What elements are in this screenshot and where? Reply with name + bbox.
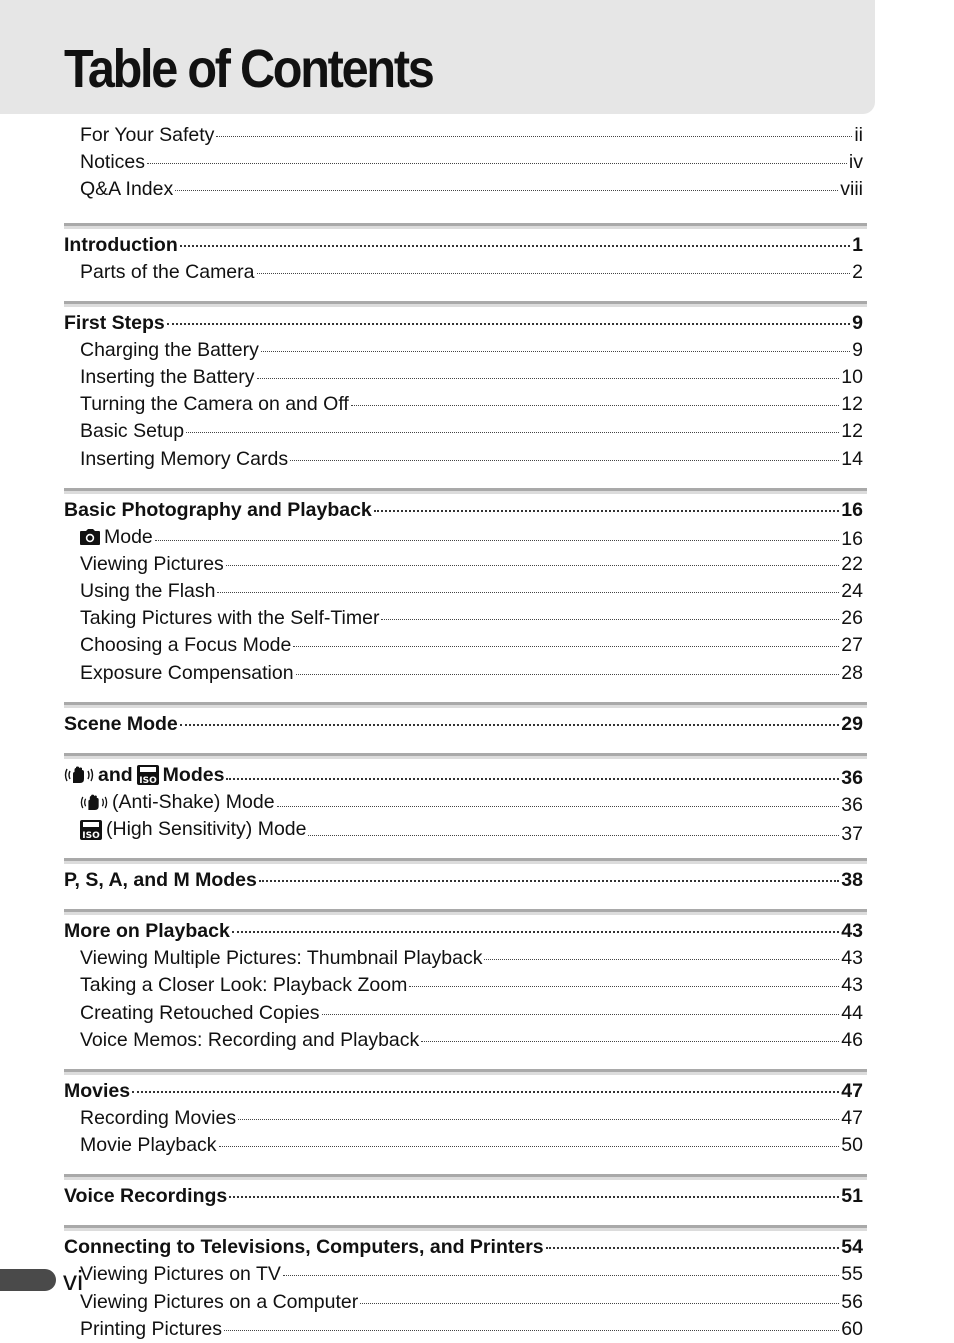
toc-entry-page: 27: [841, 634, 863, 657]
section-divider: [64, 702, 867, 708]
toc-entry-label: Taking a Closer Look: Playback Zoom: [80, 974, 408, 997]
toc-chapter-introduction[interactable]: [64, 232, 863, 259]
toc-entry-page: 46: [841, 1028, 863, 1051]
dot-leader: [374, 509, 840, 512]
toc-chapter-scene-mode[interactable]: [64, 711, 863, 738]
section-divider: [64, 753, 867, 759]
dot-leader: [224, 1329, 839, 1331]
toc-entry-viewing-on-tv[interactable]: [64, 1261, 863, 1288]
dot-leader: [259, 879, 839, 882]
toc-entry-label: Taking Pictures with the Self-Timer: [80, 607, 380, 630]
toc-entry-recording-movies[interactable]: [64, 1105, 863, 1132]
toc-chapter-title: First Steps: [64, 311, 165, 334]
toc-entry-label: Charging the Battery: [80, 338, 259, 361]
dot-leader: [167, 322, 850, 325]
dot-leader: [232, 930, 839, 933]
dot-leader: [293, 645, 839, 647]
toc-entry-page: viii: [840, 178, 863, 201]
toc-chapter-page: 29: [841, 712, 863, 735]
toc-entry-turning-camera-on-off[interactable]: [64, 391, 863, 418]
page-number: vi: [63, 1265, 84, 1296]
toc-chapter-page: 38: [841, 869, 863, 892]
dot-leader: [261, 350, 850, 352]
toc-entry-page: ii: [854, 124, 863, 146]
toc-entry-label: Viewing Multiple Pictures: Thumbnail Playback: [80, 947, 483, 970]
toc-entry-page: 37: [841, 822, 863, 845]
toc-entry-page: 9: [852, 338, 863, 361]
toc-entry-label: Parts of the Camera: [80, 260, 255, 283]
section-divider: [64, 1069, 867, 1075]
toc-entry-page: 60: [841, 1317, 863, 1340]
toc-entry-page: 56: [841, 1290, 863, 1313]
toc-chapter-page: 16: [841, 498, 863, 521]
dot-leader: [381, 618, 839, 620]
toc-entry-page: 28: [841, 661, 863, 684]
toc-chapter-voice-recordings[interactable]: [64, 1183, 863, 1210]
toc-chapter-title: Connecting to Televisions, Computers, and Printers: [64, 1236, 544, 1259]
toc-entry-page: 55: [841, 1263, 863, 1286]
toc-entry-label: Basic Setup: [80, 420, 185, 443]
toc-entry-page: iv: [848, 151, 863, 174]
toc-entry-label: Viewing Pictures: [80, 552, 224, 575]
toc-chapter-title: P, S, A, and M Modes: [64, 869, 257, 892]
dot-leader: [360, 1302, 839, 1304]
toc-chapter-page: 54: [841, 1236, 863, 1259]
toc-chapter-title-part: and: [98, 763, 133, 786]
toc-chapter-page: 51: [841, 1185, 863, 1208]
toc-chapter-first-steps[interactable]: [64, 310, 863, 337]
toc-entry-label: Choosing a Focus Mode: [80, 634, 292, 657]
dot-leader: [229, 1195, 839, 1198]
toc-entry-anti-shake-mode[interactable]: [64, 789, 863, 816]
anti-shake-icon: [80, 794, 108, 811]
dot-leader: [155, 539, 840, 541]
toc-entry-viewing-pictures[interactable]: [64, 551, 863, 578]
section-divider: [64, 488, 867, 494]
toc-chapter-page: 9: [852, 311, 863, 334]
dot-leader: [283, 1274, 839, 1276]
toc-entry-label: (High Sensitivity) Mode: [106, 818, 307, 840]
dot-leader: [277, 805, 840, 807]
toc-entry-page: 16: [841, 528, 863, 551]
toc-entry-retouched-copies[interactable]: [64, 1000, 863, 1027]
toc-entry-label: Exposure Compensation: [80, 661, 294, 684]
dot-leader: [421, 1040, 839, 1042]
toc-entry-page: 14: [841, 447, 863, 470]
toc-chapter-title: Scene Mode: [64, 712, 178, 735]
toc-entry-using-the-flash[interactable]: [64, 578, 863, 605]
toc-chapter-page: 36: [841, 767, 863, 790]
toc-entry-page: 2: [852, 260, 863, 283]
section-divider: [64, 858, 867, 864]
toc-entry-voice-memos[interactable]: [64, 1027, 863, 1054]
toc-entry-page: 24: [841, 580, 863, 603]
toc-entry-page: 43: [841, 974, 863, 997]
section-divider: [64, 1225, 867, 1231]
section-divider: [64, 301, 867, 307]
toc-entry-label: Viewing Pictures on TV: [80, 1263, 281, 1286]
toc-entry-self-timer[interactable]: [64, 605, 863, 632]
toc-chapter-connecting[interactable]: [64, 1234, 863, 1261]
dot-leader: [484, 958, 839, 960]
toc-chapter-psam-modes[interactable]: [64, 867, 863, 894]
toc-entry-viewing-on-computer[interactable]: [64, 1289, 863, 1316]
toc-entry-exposure-compensation[interactable]: [64, 660, 863, 687]
toc-entry-printing-pictures[interactable]: [64, 1316, 863, 1343]
toc-chapter-more-on-playback[interactable]: [64, 918, 863, 945]
toc-entry-label: (Anti-Shake) Mode: [112, 790, 275, 813]
toc-entry-charging-the-battery[interactable]: [64, 337, 863, 364]
toc-entry-page: 50: [841, 1134, 863, 1157]
toc-chapter-title: More on Playback: [64, 920, 230, 943]
toc-entry-basic-setup[interactable]: [64, 418, 863, 445]
toc-entry-label: Inserting the Battery: [80, 365, 255, 388]
anti-shake-icon: [64, 766, 94, 784]
dot-leader: [290, 459, 839, 461]
dot-leader: [322, 1013, 840, 1015]
toc-entry-page: 36: [841, 793, 863, 816]
toc-entry-page: 12: [841, 420, 863, 443]
dot-leader: [147, 162, 847, 164]
dot-leader: [186, 431, 839, 433]
dot-leader: [226, 564, 840, 566]
dot-leader: [180, 723, 840, 726]
dot-leader: [351, 404, 839, 406]
toc-entry-page: 12: [841, 393, 863, 416]
toc-entry-page: 47: [841, 1106, 863, 1129]
toc-chapter-page: 43: [841, 920, 863, 943]
toc-entry-inserting-the-battery[interactable]: [64, 364, 863, 391]
toc-chapter-movies[interactable]: [64, 1078, 863, 1105]
dot-leader: [175, 189, 838, 191]
toc-entry-label: Using the Flash: [80, 580, 216, 603]
toc-entry-thumbnail-playback[interactable]: [64, 945, 863, 972]
svg-text:ISO: ISO: [138, 776, 157, 786]
toc-entry-label: Notices: [80, 151, 146, 174]
toc-entry-movie-playback[interactable]: [64, 1132, 863, 1159]
dot-leader: [546, 1246, 840, 1249]
toc-entry-label: Inserting Memory Cards: [80, 447, 289, 470]
toc-entry-label: Q&A Index: [80, 178, 174, 201]
dot-leader: [257, 272, 851, 274]
dot-leader: [219, 1145, 840, 1147]
toc-entry-page: 44: [841, 1001, 863, 1024]
high-iso-icon: [80, 820, 102, 840]
section-divider: [64, 223, 867, 229]
section-divider: [64, 1174, 867, 1180]
high-iso-icon: [137, 765, 159, 785]
dot-leader: [296, 673, 840, 675]
dot-leader: [217, 591, 839, 593]
toc-entry-label: Creating Retouched Copies: [80, 1001, 320, 1024]
toc-entry-high-sensitivity-mode[interactable]: [64, 816, 863, 843]
dot-leader: [132, 1090, 839, 1093]
dot-leader: [180, 244, 850, 247]
toc-entry-page: 26: [841, 607, 863, 630]
dot-leader: [226, 777, 839, 780]
toc-entry-page: 22: [841, 552, 863, 575]
toc-chapter-title: Introduction: [64, 233, 178, 256]
toc-entry-label: Turning the Camera on and Off: [80, 393, 349, 416]
page-tab: [0, 1269, 56, 1291]
toc-entry-qa-index[interactable]: [64, 176, 863, 203]
toc-entry-label: Viewing Pictures on a Computer: [80, 1290, 359, 1313]
toc-entry-label: Printing Pictures: [80, 1317, 222, 1340]
toc-chapter-antishake-highiso-modes[interactable]: [64, 762, 863, 789]
toc-entry-label: Mode: [104, 525, 153, 548]
toc-chapter-title: Movies: [64, 1079, 131, 1102]
camera-icon: [80, 529, 100, 545]
toc-entry-label: Recording Movies: [80, 1106, 237, 1129]
toc-chapter-title: Voice Recordings: [64, 1185, 228, 1208]
toc-entry-auto-mode[interactable]: [64, 524, 863, 551]
dot-leader: [238, 1118, 839, 1120]
section-divider: [64, 909, 867, 915]
toc-entry-label: Movie Playback: [80, 1134, 217, 1157]
toc-entry-label: Voice Memos: Recording and Playback: [80, 1028, 420, 1051]
dot-leader: [257, 377, 840, 379]
toc-entry-for-your-safety[interactable]: [64, 122, 863, 149]
dot-leader: [308, 834, 839, 836]
dot-leader: [409, 985, 839, 987]
toc-chapter-title-part: Modes: [162, 763, 225, 786]
toc-entry-focus-mode[interactable]: [64, 632, 863, 659]
toc-entry-playback-zoom[interactable]: [64, 972, 863, 999]
toc-entry-page: 43: [841, 947, 863, 970]
toc-chapter-page: 1: [852, 233, 863, 256]
toc-entry-inserting-memory-cards[interactable]: [64, 446, 863, 473]
table-of-contents: [64, 122, 863, 1343]
toc-entry-page: 10: [841, 365, 863, 388]
toc-chapter-page: 47: [841, 1079, 863, 1102]
toc-chapter-basic-photography[interactable]: [64, 497, 863, 524]
toc-entry-notices[interactable]: [64, 149, 863, 176]
page-title: Table of Contents: [64, 39, 433, 99]
svg-text:ISO: ISO: [82, 830, 100, 840]
toc-chapter-title: Basic Photography and Playback: [64, 498, 372, 521]
toc-entry-parts-of-the-camera[interactable]: [64, 259, 863, 286]
toc-entry-label: For Your Safety: [80, 124, 215, 146]
dot-leader: [216, 135, 852, 137]
